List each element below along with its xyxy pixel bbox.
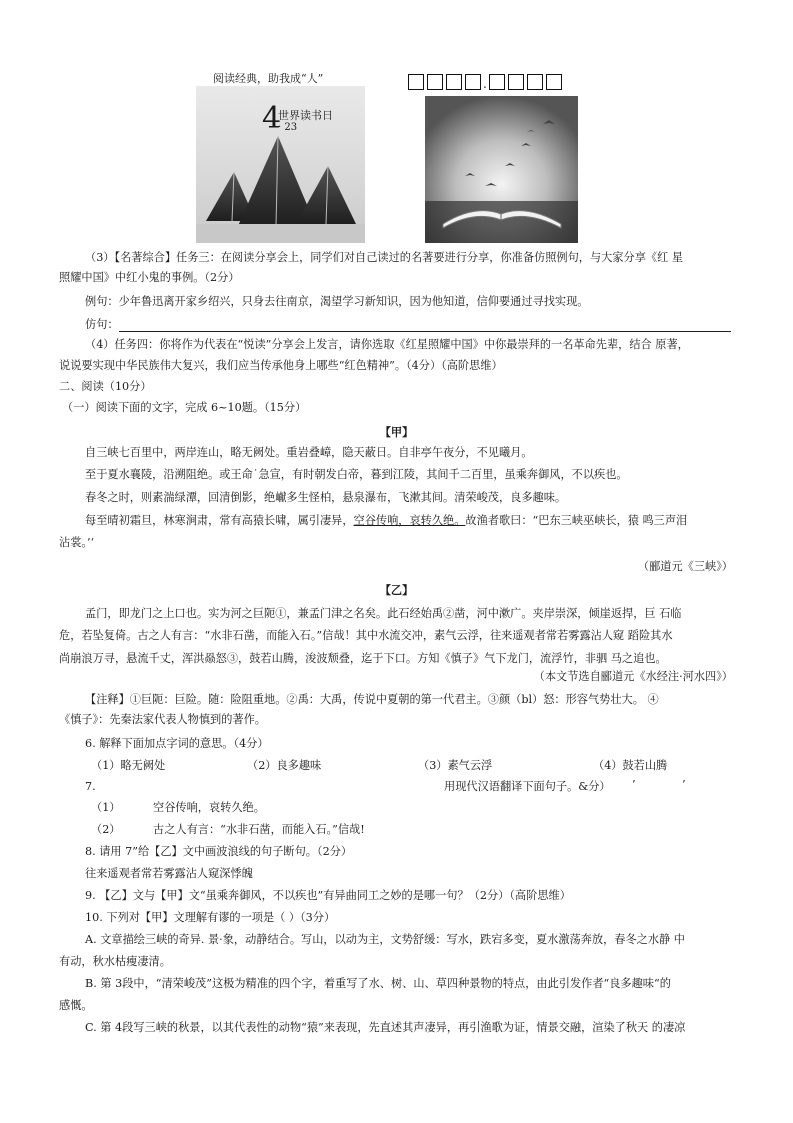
answer-box	[465, 74, 481, 90]
q7-mark: ’	[632, 778, 636, 791]
q10-option-a-cont: 有动，秋水枯瘦凄清。	[59, 955, 171, 968]
task3-prompt: （3）【名著综合】任务三：在阅读分享会上，同学们对自己读过的名著要进行分享，你准备仿照例句，与大家分享《红 星	[85, 251, 684, 264]
world-book-day-poster	[196, 86, 365, 243]
answer-box	[527, 74, 543, 90]
q7-item-text: 古之人有言：“水非石凿，而能入石。”信哉!	[153, 823, 365, 836]
yi-paragraph: 尚崩浪万寻，悬流千丈，浑洪赑怒③，鼓若山腾，浚波颓叠，迄于下口。方知《慎子》气下龙门，流浮竹，非驷 马之追也。	[59, 652, 667, 665]
task3-example: 例句：少年鲁迅离开家乡绍兴，只身去往南京，渴望学习新知识，因为他知道，信仰要通过寻找实现。	[85, 295, 589, 308]
yi-paragraph: 危，若坠复倚。古之人有言：“水非石凿，而能入石。”信哉！其中水流交冲，素气云浮，往来遥观者常若雾露沾人窥 蹈险其水	[59, 629, 673, 642]
imitate-label: 仿句：	[85, 318, 119, 331]
jia-p4-start: 每至晴初霜旦，林寒涧肃，常有高猿长啸，属引凄异，	[85, 514, 354, 527]
q10-option-c: C. 第 4段写三峡的秋景，以其代表性的动物“猿”来表现，先直述其声凄异，再引渔歌为证，情景交融，渲染了秋天 的凄凉	[85, 1021, 686, 1034]
book-mountains-graphic	[196, 86, 365, 243]
answer-box	[408, 74, 424, 90]
jia-paragraph: 至于夏水襄陵，沿溯阻绝。或王命˙急宣，有时朝发白帝，暮到江陵，其间千二百里，虽乘奔御风，不以疾也。	[85, 468, 628, 481]
jia-p4-underlined: 空谷传响，哀转久绝。	[353, 514, 466, 527]
yi-note: 【注释】①巨阨：巨险。随：险阻重地。②禹：大禹，传说中夏朝的第一代君主。③颜（bl）怒：形容气势壮大。 ④	[85, 693, 659, 706]
separator-dot: .	[483, 77, 487, 91]
yi-paragraph: 孟门，即龙门之上口也。实为河之巨阨①，兼孟门津之名矣。此石经始禹②凿，河中漱广。夹岸崇深，倾崖返捍，巨 石临	[85, 607, 682, 620]
q10-option-b-cont: 感慨。	[59, 999, 93, 1012]
question-7-number: 7.	[85, 780, 96, 793]
q7-mark: ’	[682, 778, 686, 791]
imitate-answer-line[interactable]	[119, 320, 731, 332]
task3-prompt-cont: 照耀中国》中红小鬼的事例。（2分）	[59, 271, 240, 284]
jia-source: （郦道元《三峡》）	[637, 560, 733, 573]
answer-box	[446, 74, 462, 90]
yi-note-cont: 《慎子》：先秦法家代表人物慎到的著作。	[59, 713, 266, 726]
poster-date-big: 4	[262, 101, 282, 136]
q6-item: （2）良多趣味	[247, 759, 322, 772]
q6-item: （4）鼓若山腾	[593, 759, 668, 772]
jia-paragraph-cont: 沾裳。’‘	[59, 536, 95, 549]
poster-date-small: · 23	[278, 122, 298, 133]
answer-box	[546, 74, 562, 90]
open-book-graphic	[425, 96, 578, 243]
question-6: 6. 解释下面加点字词的意思。（4分）	[85, 737, 269, 750]
jia-paragraph: 自三峡七百里中，两岸连山，略无阙处。重岩叠嶂，隐天蔽日。自非亭午夜分，不见曦月。	[85, 446, 533, 459]
open-book-birds-image	[425, 96, 578, 243]
q10-option-b: B. 第 3段中，“清荣峻茂”这极为精准的四个字，着重写了水、树、山、草四种景物的特点，由此引发作者“良多趣味“的	[85, 977, 671, 990]
poster-caption: 阅读经典，助我成“人”	[213, 72, 324, 85]
yi-source: （本文节选自郦道元《水经注·河水四》）	[533, 670, 733, 683]
task4-prompt-cont: 说说要实现中华民族伟大复兴，我们应当传承他身上哪些“红色精神”。（4分）（高阶思维）	[59, 359, 503, 372]
answer-box	[508, 74, 524, 90]
yi-heading: 【乙】	[379, 583, 414, 597]
poster-date-title: 世界读书日	[278, 109, 333, 122]
q7-item-number: （2）	[91, 823, 121, 836]
section-part1: （一）阅读下面的文字，完成 6~10题。（15分）	[62, 401, 307, 414]
answer-box	[427, 74, 443, 90]
jia-paragraph: 春冬之时，则素湍绿潭，回清倒影，绝𪩘多生怪柏，悬泉瀑布，飞漱其间。清荣峻茂，良多趣味。	[85, 491, 567, 504]
question-9: 9. 【乙】文与【甲】文“虽乘奔御风，不以疾也”有异曲同工之妙的是哪一句？（2分）（高阶思维）	[85, 889, 571, 902]
section-title: 二、阅读（10分）	[59, 380, 152, 393]
answer-box	[489, 74, 505, 90]
task3-imitate	[85, 318, 731, 332]
q10-option-a: A. 文章描绘三峡的奇异. 景·象，动静结合。写山，以动为主，文势舒缓：写水，跌宕多变，夏水激荡奔放，春冬之水静 中	[85, 933, 685, 946]
jia-paragraph	[85, 514, 687, 528]
q7-item-text: 空谷传响，哀转久绝。	[153, 801, 265, 814]
q8-sentence: 往来遥观者常若雾露沾人窥深悸魄	[85, 867, 253, 880]
q7-item-number: （1）	[91, 801, 121, 814]
task4-prompt: （4）任务四：你将作为代表在“悦读”分享会上发言，请你选取《红星照耀中国》中你最崇拜的一名革命先辈，结合 原著，	[85, 338, 689, 351]
question-8: 8. 请用 7”给【乙】文中画波浪线的句子断句。（2分）	[85, 845, 353, 858]
question-7-text: 用现代汉语翻译下面句子。&分）	[444, 780, 611, 793]
q6-item: （3）素气云浮	[418, 759, 493, 772]
jia-heading: 【甲】	[379, 425, 414, 439]
q6-item: （1）略无阙处	[91, 759, 166, 772]
jia-p4-end: 故渔者歌曰：“巴东三峡巫峡长，猿 鸣三声泪	[465, 514, 688, 527]
question-10: 10. 下列对【甲】文理解有谬的一项是（ ）（3分）	[85, 911, 336, 924]
answer-box-row	[408, 70, 565, 90]
